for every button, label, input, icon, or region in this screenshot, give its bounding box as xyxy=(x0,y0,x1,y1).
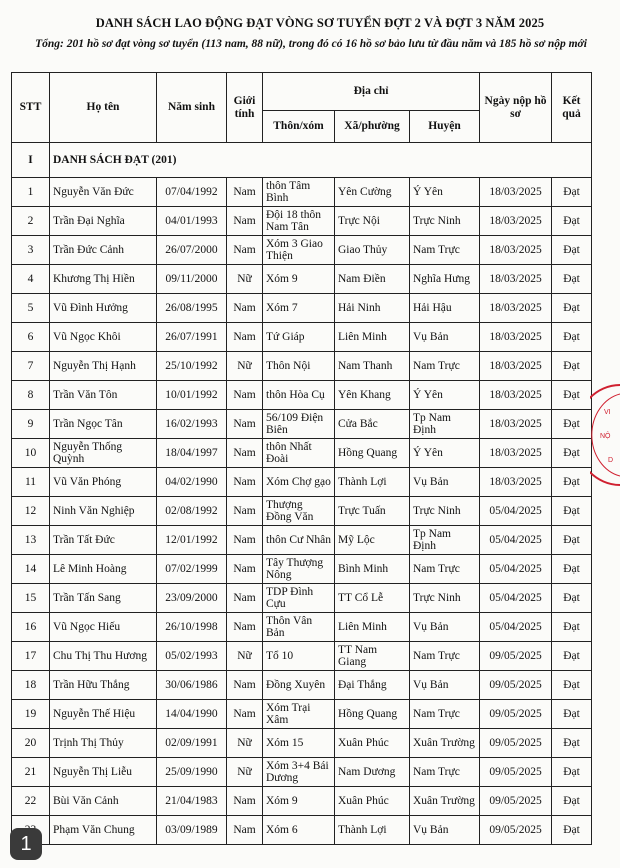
row-district: Trực Ninh xyxy=(410,497,480,526)
row-hamlet: Tứ Giáp xyxy=(263,323,335,352)
row-stt: 16 xyxy=(12,613,50,642)
row-gender: Nam xyxy=(227,787,263,816)
row-stt: 15 xyxy=(12,584,50,613)
row-name: Vũ Ngọc Khôi xyxy=(50,323,157,352)
row-birth: 10/01/1992 xyxy=(157,381,227,410)
row-commune: Trực Nội xyxy=(335,207,410,236)
row-hamlet: Thôn Vân Bản xyxy=(263,613,335,642)
row-name: Lê Minh Hoàng xyxy=(50,555,157,584)
row-submit-date: 09/05/2025 xyxy=(480,642,552,671)
row-name: Chu Thị Thu Hương xyxy=(50,642,157,671)
row-commune: Trực Tuấn xyxy=(335,497,410,526)
row-name: Nguyễn Thế Hiệu xyxy=(50,700,157,729)
row-result: Đạt xyxy=(552,584,592,613)
row-commune: TT Nam Giang xyxy=(335,642,410,671)
table-row xyxy=(12,555,592,584)
row-name: Vũ Văn Phóng xyxy=(50,468,157,497)
row-submit-date: 18/03/2025 xyxy=(480,352,552,381)
row-birth: 26/07/1991 xyxy=(157,323,227,352)
row-hamlet: Tổ 10 xyxy=(263,642,335,671)
row-district: Hải Hậu xyxy=(410,294,480,323)
row-submit-date: 18/03/2025 xyxy=(480,468,552,497)
page-number-badge[interactable]: 1 xyxy=(10,828,42,860)
row-commune: Nam Dương xyxy=(335,758,410,787)
row-commune: Giao Thủy xyxy=(335,236,410,265)
row-hamlet: Thượng Đồng Văn xyxy=(263,497,335,526)
header-address: Địa chỉ xyxy=(263,73,480,111)
table-row xyxy=(12,410,592,439)
row-hamlet: thôn Nhất Đoài xyxy=(263,439,335,468)
row-hamlet: TDP Đình Cựu xyxy=(263,584,335,613)
row-submit-date: 18/03/2025 xyxy=(480,178,552,207)
row-birth: 25/10/1992 xyxy=(157,352,227,381)
row-hamlet: Xóm Trại Xâm xyxy=(263,700,335,729)
table-row xyxy=(12,294,592,323)
row-submit-date: 18/03/2025 xyxy=(480,236,552,265)
row-submit-date: 09/05/2025 xyxy=(480,758,552,787)
row-district: Vụ Bản xyxy=(410,613,480,642)
row-gender: Nam xyxy=(227,410,263,439)
table-row xyxy=(12,816,592,845)
table-row xyxy=(12,584,592,613)
row-district: Vụ Bản xyxy=(410,671,480,700)
row-commune: Thành Lợi xyxy=(335,816,410,845)
row-district: Vụ Bản xyxy=(410,816,480,845)
table-row xyxy=(12,787,592,816)
row-commune: Hồng Quang xyxy=(335,439,410,468)
header-submit-date: Ngày nộp hồ sơ xyxy=(480,73,552,143)
row-submit-date: 18/03/2025 xyxy=(480,265,552,294)
row-submit-date: 18/03/2025 xyxy=(480,381,552,410)
row-name: Trần Tấn Sang xyxy=(50,584,157,613)
row-birth: 05/02/1993 xyxy=(157,642,227,671)
row-name: Bùi Văn Cảnh xyxy=(50,787,157,816)
row-hamlet: Đội 18 thôn Nam Tân xyxy=(263,207,335,236)
row-hamlet: Xóm 6 xyxy=(263,816,335,845)
row-birth: 26/07/2000 xyxy=(157,236,227,265)
row-submit-date: 05/04/2025 xyxy=(480,584,552,613)
row-stt: 8 xyxy=(12,381,50,410)
row-result: Đạt xyxy=(552,729,592,758)
document-title: DANH SÁCH LAO ĐỘNG ĐẠT VÒNG SƠ TUYỂN ĐỢT 2 VÀ ĐỢT 3 NĂM 2025 xyxy=(95,16,545,30)
row-submit-date: 05/04/2025 xyxy=(480,555,552,584)
row-gender: Nam xyxy=(227,468,263,497)
table-row xyxy=(12,671,592,700)
row-name: Trần Đức Cảnh xyxy=(50,236,157,265)
row-stt: 1 xyxy=(12,178,50,207)
row-district: Tp Nam Định xyxy=(410,410,480,439)
row-name: Trần Tất Đức xyxy=(50,526,157,555)
table-row xyxy=(12,381,592,410)
row-commune: TT Cổ Lễ xyxy=(335,584,410,613)
table-row xyxy=(12,468,592,497)
svg-text:NỘ: NỘ xyxy=(600,433,611,440)
row-gender: Nữ xyxy=(227,729,263,758)
row-birth: 12/01/1992 xyxy=(157,526,227,555)
labor-table xyxy=(11,72,592,845)
row-hamlet: Xóm Chợ gạo xyxy=(263,468,335,497)
row-submit-date: 05/04/2025 xyxy=(480,497,552,526)
row-commune: Đại Thắng xyxy=(335,671,410,700)
row-district: Trực Ninh xyxy=(410,584,480,613)
table-row xyxy=(12,526,592,555)
row-hamlet: Xóm 9 xyxy=(263,787,335,816)
row-name: Phạm Văn Chung xyxy=(50,816,157,845)
row-stt: 3 xyxy=(12,236,50,265)
table-row xyxy=(12,352,592,381)
row-gender: Nam xyxy=(227,323,263,352)
row-birth: 30/06/1986 xyxy=(157,671,227,700)
row-stt: 21 xyxy=(12,758,50,787)
row-stt: 12 xyxy=(12,497,50,526)
row-result: Đạt xyxy=(552,700,592,729)
row-submit-date: 18/03/2025 xyxy=(480,207,552,236)
row-gender: Nam xyxy=(227,816,263,845)
row-submit-date: 18/03/2025 xyxy=(480,439,552,468)
row-commune: Hải Ninh xyxy=(335,294,410,323)
row-stt: 13 xyxy=(12,526,50,555)
row-birth: 07/04/1992 xyxy=(157,178,227,207)
table-row xyxy=(12,207,592,236)
row-result: Đạt xyxy=(552,642,592,671)
row-gender: Nam xyxy=(227,584,263,613)
row-hamlet: Tây Thượng Nông xyxy=(263,555,335,584)
table-row xyxy=(12,613,592,642)
row-hamlet: Xóm 9 xyxy=(263,265,335,294)
row-stt: 10 xyxy=(12,439,50,468)
row-birth: 02/09/1991 xyxy=(157,729,227,758)
red-seal-stamp xyxy=(590,380,620,490)
header-hamlet: Thôn/xóm xyxy=(263,111,335,143)
row-commune: Cửa Bắc xyxy=(335,410,410,439)
row-result: Đạt xyxy=(552,381,592,410)
row-hamlet: Thôn Nội xyxy=(263,352,335,381)
row-name: Trần Hữu Thắng xyxy=(50,671,157,700)
table-row xyxy=(12,265,592,294)
row-district: Nam Trực xyxy=(410,352,480,381)
row-submit-date: 09/05/2025 xyxy=(480,787,552,816)
row-result: Đạt xyxy=(552,236,592,265)
row-result: Đạt xyxy=(552,265,592,294)
row-gender: Nữ xyxy=(227,352,263,381)
row-district: Ý Yên xyxy=(410,381,480,410)
table-row xyxy=(12,439,592,468)
row-gender: Nữ xyxy=(227,758,263,787)
header-commune: Xã/phường xyxy=(335,111,410,143)
header-result: Kết quả xyxy=(552,73,592,143)
row-commune: Xuân Phúc xyxy=(335,729,410,758)
section-label: DANH SÁCH ĐẠT (201) xyxy=(50,143,592,178)
row-hamlet: thôn Cư Nhân xyxy=(263,526,335,555)
row-gender: Nam xyxy=(227,178,263,207)
row-name: Vũ Đình Hưởng xyxy=(50,294,157,323)
row-birth: 18/04/1997 xyxy=(157,439,227,468)
row-hamlet: Xóm 15 xyxy=(263,729,335,758)
row-birth: 21/04/1983 xyxy=(157,787,227,816)
row-birth: 23/09/2000 xyxy=(157,584,227,613)
row-birth: 26/08/1995 xyxy=(157,294,227,323)
row-result: Đạt xyxy=(552,207,592,236)
table-row xyxy=(12,700,592,729)
row-stt: 7 xyxy=(12,352,50,381)
row-stt: 2 xyxy=(12,207,50,236)
row-stt: 6 xyxy=(12,323,50,352)
row-hamlet: thôn Hòa Cụ xyxy=(263,381,335,410)
row-hamlet: 56/109 Điện Biên xyxy=(263,410,335,439)
row-gender: Nam xyxy=(227,497,263,526)
row-stt: 5 xyxy=(12,294,50,323)
row-district: Nam Trực xyxy=(410,700,480,729)
row-gender: Nam xyxy=(227,381,263,410)
header-district: Huyện xyxy=(410,111,480,143)
row-result: Đạt xyxy=(552,323,592,352)
row-stt: 11 xyxy=(12,468,50,497)
row-hamlet: Xóm 3 Giao Thiện xyxy=(263,236,335,265)
row-stt: 14 xyxy=(12,555,50,584)
row-district: Nam Trực xyxy=(410,236,480,265)
table-row xyxy=(12,758,592,787)
row-name: Trần Ngọc Tân xyxy=(50,410,157,439)
row-birth: 07/02/1999 xyxy=(157,555,227,584)
row-commune: Yên Cường xyxy=(335,178,410,207)
row-gender: Nam xyxy=(227,613,263,642)
row-gender: Nam xyxy=(227,671,263,700)
row-submit-date: 05/04/2025 xyxy=(480,526,552,555)
row-birth: 26/10/1998 xyxy=(157,613,227,642)
row-birth: 09/11/2000 xyxy=(157,265,227,294)
row-result: Đạt xyxy=(552,613,592,642)
row-commune: Yên Khang xyxy=(335,381,410,410)
row-result: Đạt xyxy=(552,352,592,381)
row-birth: 25/09/1990 xyxy=(157,758,227,787)
header-birth: Năm sinh xyxy=(157,73,227,143)
row-stt: 17 xyxy=(12,642,50,671)
row-district: Trực Ninh xyxy=(410,207,480,236)
row-name: Trịnh Thị Thủy xyxy=(50,729,157,758)
row-result: Đạt xyxy=(552,497,592,526)
header-name: Họ tên xyxy=(50,73,157,143)
row-name: Trần Đại Nghĩa xyxy=(50,207,157,236)
header-gender: Giới tính xyxy=(227,73,263,143)
row-submit-date: 18/03/2025 xyxy=(480,410,552,439)
row-district: Vụ Bản xyxy=(410,468,480,497)
row-result: Đạt xyxy=(552,178,592,207)
row-result: Đạt xyxy=(552,294,592,323)
row-district: Xuân Trường xyxy=(410,787,480,816)
section-number: I xyxy=(12,143,50,178)
row-stt: 22 xyxy=(12,787,50,816)
svg-text:D: D xyxy=(608,457,614,464)
row-commune: Liên Minh xyxy=(335,323,410,352)
svg-text:VI: VI xyxy=(604,409,611,416)
row-district: Xuân Trường xyxy=(410,729,480,758)
section-row xyxy=(12,143,592,178)
row-gender: Nam xyxy=(227,207,263,236)
row-submit-date: 05/04/2025 xyxy=(480,613,552,642)
row-name: Khương Thị Hiền xyxy=(50,265,157,294)
row-commune: Thành Lợi xyxy=(335,468,410,497)
row-district: Nam Trực xyxy=(410,555,480,584)
table-row xyxy=(12,178,592,207)
table-row xyxy=(12,729,592,758)
row-result: Đạt xyxy=(552,410,592,439)
row-commune: Xuân Phúc xyxy=(335,787,410,816)
row-stt: 20 xyxy=(12,729,50,758)
row-gender: Nam xyxy=(227,526,263,555)
row-name: Nguyễn Văn Đức xyxy=(50,178,157,207)
row-submit-date: 18/03/2025 xyxy=(480,294,552,323)
row-district: Nghĩa Hưng xyxy=(410,265,480,294)
table-row xyxy=(12,236,592,265)
row-district: Ý Yên xyxy=(410,178,480,207)
row-result: Đạt xyxy=(552,468,592,497)
row-district: Vụ Bản xyxy=(410,323,480,352)
row-name: Trần Văn Tôn xyxy=(50,381,157,410)
row-district: Ý Yên xyxy=(410,439,480,468)
row-birth: 03/09/1989 xyxy=(157,816,227,845)
document-subtitle: Tổng: 201 hồ sơ đạt vòng sơ tuyển (113 nam, 88 nữ), trong đó có 16 hồ sơ bảo lưu từ đầu năm và 185 hồ sơ nộp mới xyxy=(35,38,587,50)
row-result: Đạt xyxy=(552,526,592,555)
row-birth: 02/08/1992 xyxy=(157,497,227,526)
row-commune: Mỹ Lộc xyxy=(335,526,410,555)
table-row xyxy=(12,642,592,671)
row-name: Nguyễn Thống Quỳnh xyxy=(50,439,157,468)
row-commune: Hồng Quang xyxy=(335,700,410,729)
row-name: Nguyễn Thị Hạnh xyxy=(50,352,157,381)
row-district: Nam Trực xyxy=(410,642,480,671)
row-gender: Nữ xyxy=(227,265,263,294)
row-hamlet: Xóm 7 xyxy=(263,294,335,323)
row-gender: Nữ xyxy=(227,642,263,671)
row-district: Nam Trực xyxy=(410,758,480,787)
row-gender: Nam xyxy=(227,555,263,584)
row-result: Đạt xyxy=(552,439,592,468)
row-result: Đạt xyxy=(552,816,592,845)
row-birth: 04/01/1993 xyxy=(157,207,227,236)
row-district: Tp Nam Định xyxy=(410,526,480,555)
row-commune: Liên Minh xyxy=(335,613,410,642)
row-stt: 4 xyxy=(12,265,50,294)
row-hamlet: thôn Tâm Bình xyxy=(263,178,335,207)
row-commune: Nam Điền xyxy=(335,265,410,294)
row-gender: Nam xyxy=(227,294,263,323)
row-submit-date: 09/05/2025 xyxy=(480,700,552,729)
row-stt: 19 xyxy=(12,700,50,729)
row-gender: Nam xyxy=(227,700,263,729)
row-gender: Nam xyxy=(227,439,263,468)
row-result: Đạt xyxy=(552,671,592,700)
row-hamlet: Xóm 3+4 Bái Dương xyxy=(263,758,335,787)
row-birth: 14/04/1990 xyxy=(157,700,227,729)
row-name: Vũ Ngọc Hiếu xyxy=(50,613,157,642)
row-hamlet: Đồng Xuyên xyxy=(263,671,335,700)
row-gender: Nam xyxy=(227,236,263,265)
row-birth: 16/02/1993 xyxy=(157,410,227,439)
table-row xyxy=(12,323,592,352)
row-submit-date: 09/05/2025 xyxy=(480,816,552,845)
row-submit-date: 09/05/2025 xyxy=(480,729,552,758)
row-stt: 9 xyxy=(12,410,50,439)
row-stt: 18 xyxy=(12,671,50,700)
header-stt: STT xyxy=(12,73,50,143)
table-row xyxy=(12,497,592,526)
row-result: Đạt xyxy=(552,555,592,584)
row-result: Đạt xyxy=(552,758,592,787)
row-submit-date: 09/05/2025 xyxy=(480,671,552,700)
row-name: Nguyễn Thị Liễu xyxy=(50,758,157,787)
row-submit-date: 18/03/2025 xyxy=(480,323,552,352)
row-result: Đạt xyxy=(552,787,592,816)
row-commune: Bình Minh xyxy=(335,555,410,584)
row-name: Ninh Văn Nghiệp xyxy=(50,497,157,526)
row-birth: 04/02/1990 xyxy=(157,468,227,497)
row-commune: Nam Thanh xyxy=(335,352,410,381)
